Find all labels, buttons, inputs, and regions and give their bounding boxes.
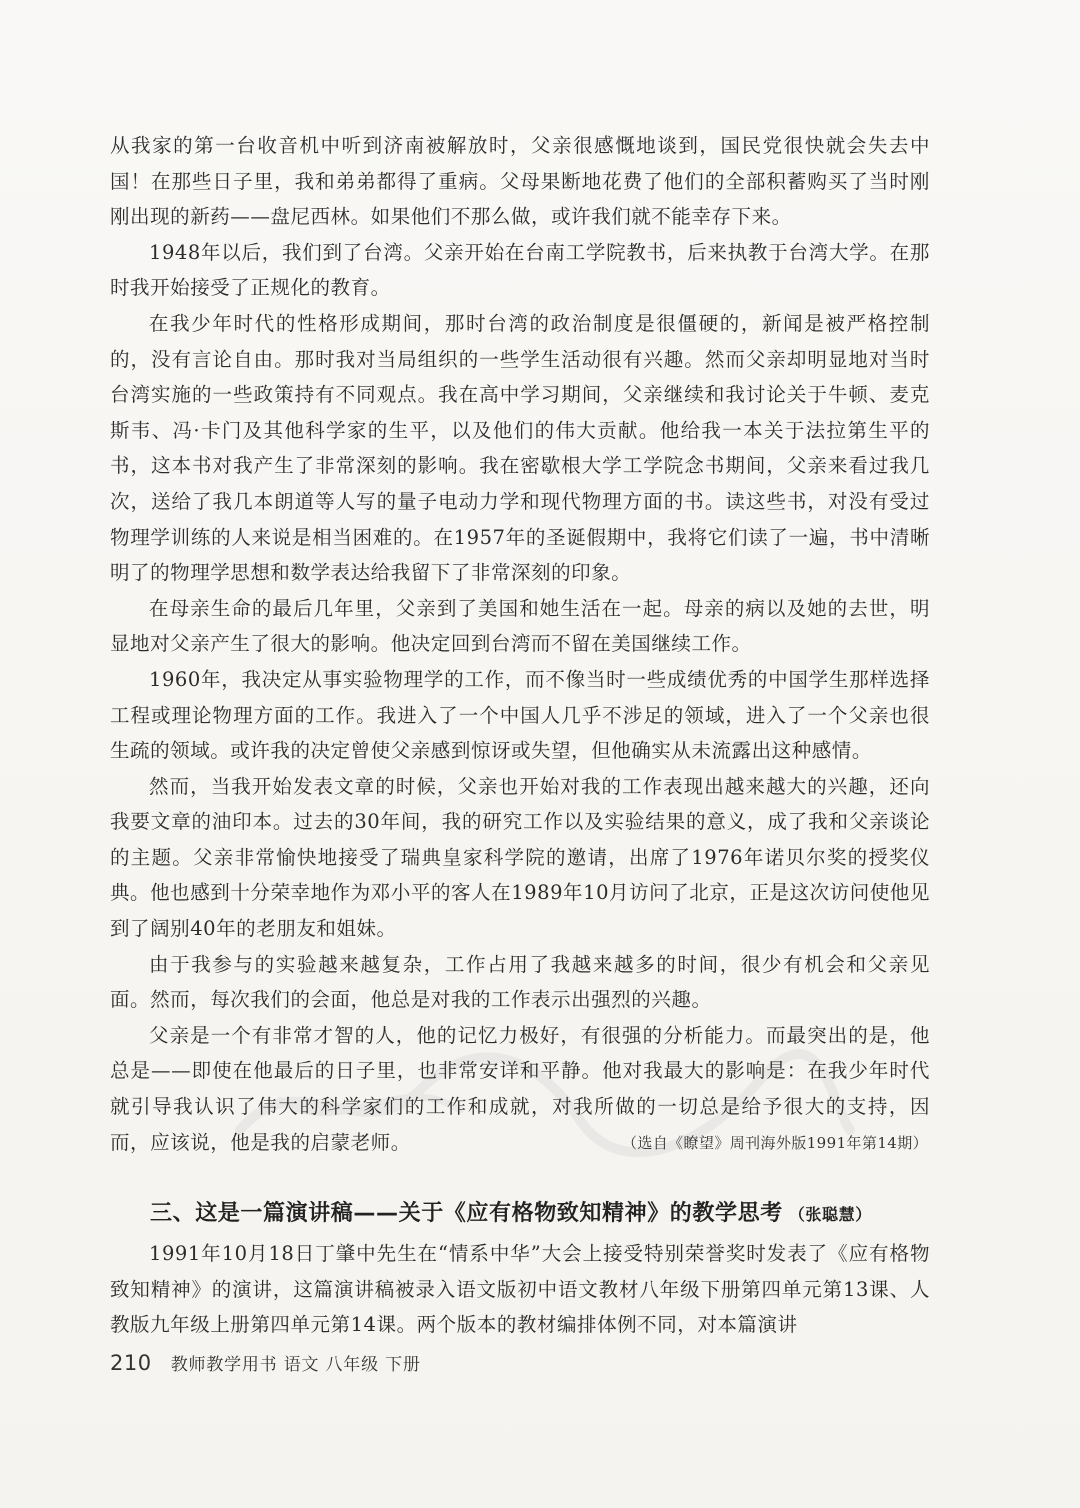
page-footer bbox=[110, 1350, 421, 1375]
source-note: （选自《瞭望》周刊海外版1991年第14期） bbox=[621, 1134, 928, 1152]
section-paragraph: 1991年10月18日丁肇中先生在“情系中华”大会上接受特别荣誉奖时发表了《应有格物致知精神》的演讲，这篇演讲稿被录入语文版初中语文教材八年级下册第四单元第13课、人教版九年级上册第四单元第14课。两个版本的教材编排体例不同，对本篇演讲 bbox=[110, 1242, 930, 1337]
paragraph-2: 1948年以后，我们到了台湾。父亲开始在台南工学院教书，后来执教于台湾大学。在那时我开始接受了正规化的教育。 bbox=[110, 240, 930, 300]
paragraph-5: 1960年，我决定从事实验物理学的工作，而不像当时一些成绩优秀的中国学生那样选择工程或理论物理方面的工作。我进入了一个中国人几乎不涉足的领域，进入了一个父亲也很生疏的领域。或许我的决定曾使父亲感到惊讶或失望，但他确实从未流露出这种感情。 bbox=[110, 667, 930, 763]
paragraph-7: 由于我参与的实验越来越复杂，工作占用了我越来越多的时间，很少有机会和父亲见面。然而，每次我们的会面，他总是对我的工作表示出强烈的兴趣。 bbox=[110, 952, 930, 1012]
book-title: 教师教学用书 语文 八年级 下册 bbox=[170, 1355, 421, 1375]
section-title-text: 三、这是一篇演讲稿——关于《应有格物致知精神》的教学思考 bbox=[150, 1201, 783, 1226]
page-number: 210 bbox=[110, 1351, 152, 1375]
paragraph-1: 从我家的第一台收音机中听到济南被解放时，父亲很感慨地谈到，国民党很快就会失去中国！在那些日子里，我和弟弟都得了重病。父母果断地花费了他们的全部积蓄购买了当时刚刚出现的新药——盘尼西林。如果他们不那么做，或许我们就不能幸存下来。 bbox=[110, 134, 930, 229]
paragraph-3: 在我少年时代的性格形成期间，那时台湾的政治制度是很僵硬的，新闻是被严格控制的，没有言论自由。那时我对当局组织的一些学生活动很有兴趣。然而父亲却明显地对当时台湾实施的一些政策持有不同观点。我在高中学习期间，父亲继续和我讨论关于牛顿、麦克斯韦、冯·卡门及其他科学家的生平，以及他们的伟大贡献。他给我一本关于法拉第生平的书，这本书对我产生了非常深刻的影响。我在密歇根大学工学院念书期间，父亲来看过我几次，送给了我几本朗道等人写的量子电动力学和现代物理方面的书。读这些书，对没有受过物理学训练的人来说是相当困难的。在1957年的圣诞假期中，我将它们读了一遍，书中清晰明了的物理学思想和数学表达给我留下了非常深刻的印象。 bbox=[110, 311, 930, 585]
paragraph-6: 然而，当我开始发表文章的时候，父亲也开始对我的工作表现出越来越大的兴趣，还向我要文章的油印本。过去的30年间，我的研究工作以及实验结果的意义，成了我和父亲谈论的主题。父亲非常愉快地接受了瑞典皇家科学院的邀请，出席了1976年诺贝尔奖的授奖仪典。他也感到十分荣幸地作为邓小平的客人在1989年10月访问了北京，正是这次访问使他见到了阔别40年的老朋友和姐妹。 bbox=[110, 774, 930, 941]
paragraph-4: 在母亲生命的最后几年里，父亲到了美国和她生活在一起。母亲的病以及她的去世，明显地对父亲产生了很大的影响。他决定回到台湾而不留在美国继续工作。 bbox=[110, 596, 930, 656]
section-author: （张聪慧） bbox=[788, 1205, 872, 1224]
paragraph-8: 父亲是一个有非常才智的人，他的记忆力极好，有很强的分析能力。而最突出的是，他总是——即使在他最后的日子里，也非常安详和平静。他对我最大的影响是：在我少年时代就引导我认识了伟大的科学家们的工作和成就，对我所做的一切总是给予很大的支持，因而，应该说，他是我的启蒙老师。 bbox=[110, 1023, 930, 1154]
section-body bbox=[110, 1236, 930, 1343]
article-body bbox=[110, 128, 930, 1160]
section-heading bbox=[150, 1196, 872, 1227]
